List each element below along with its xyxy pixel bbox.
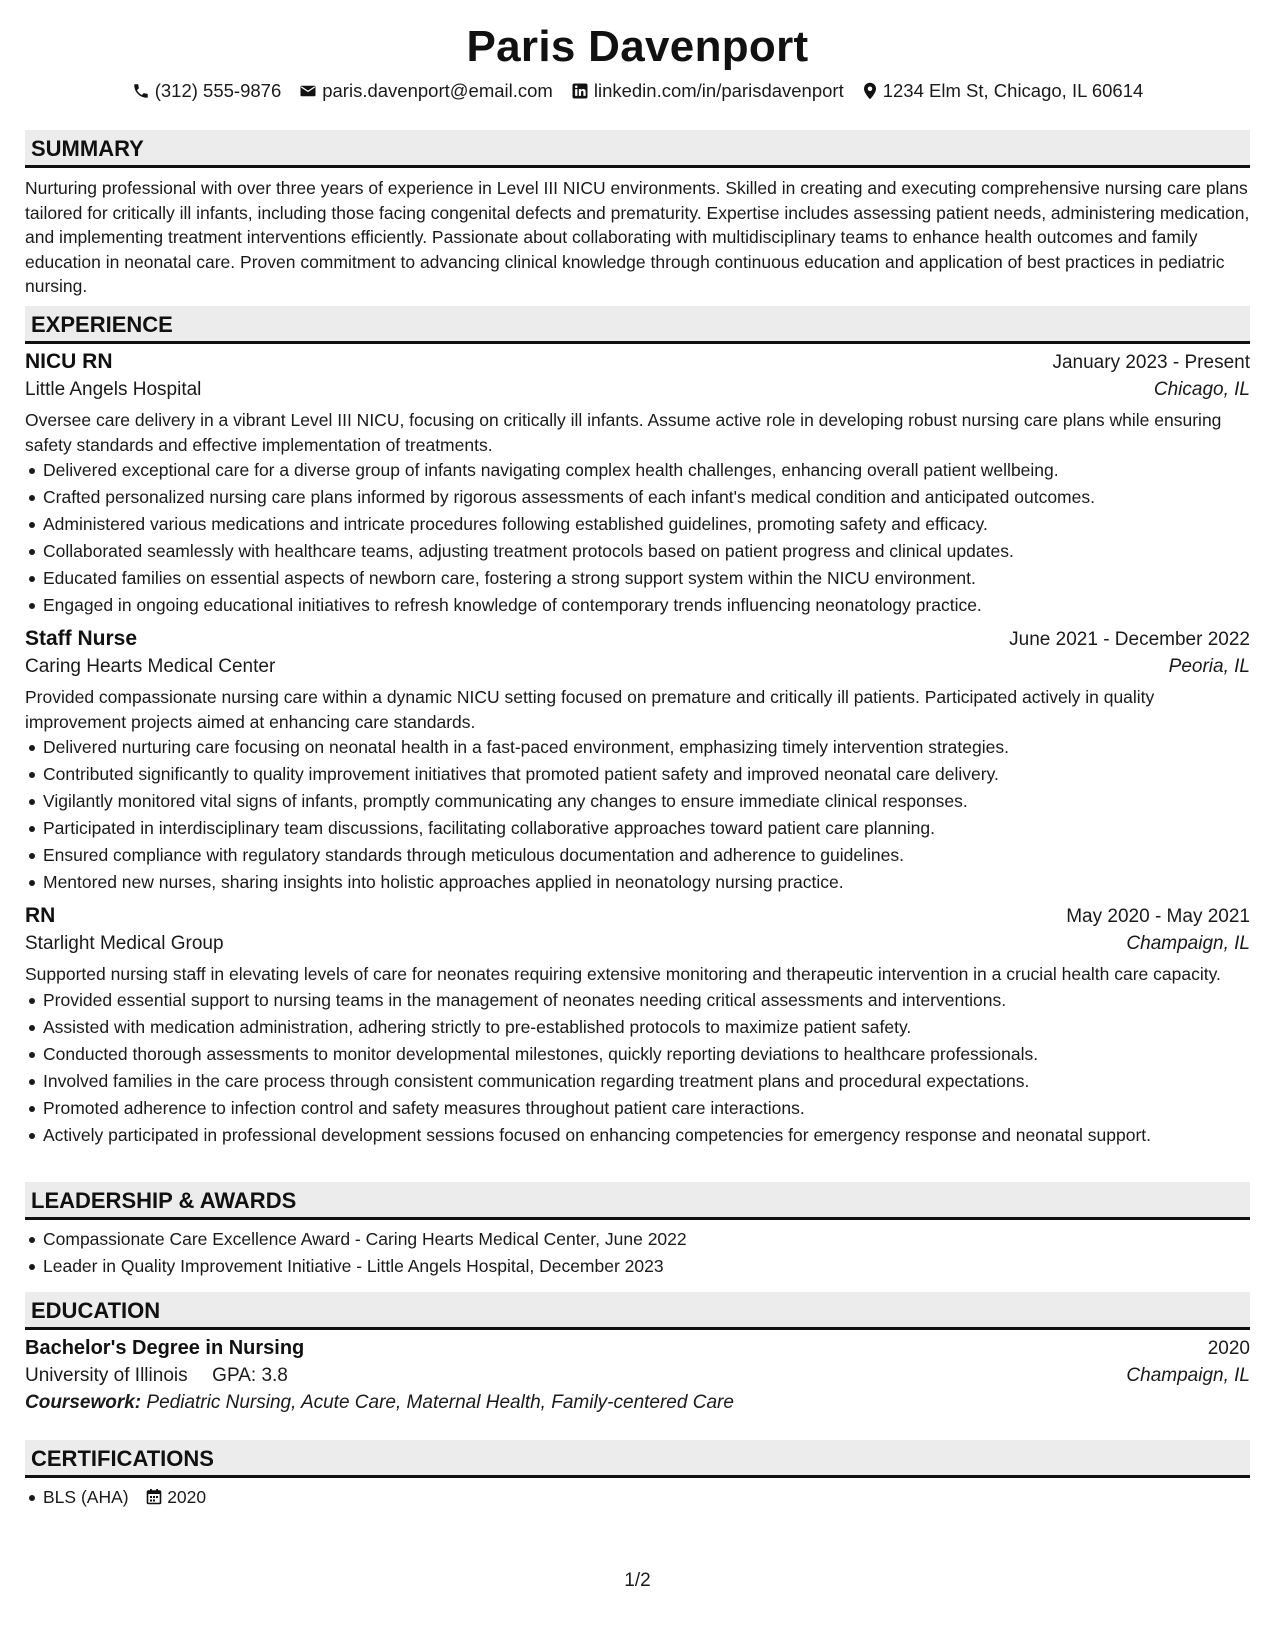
- education-subheader: [25, 1365, 1250, 1387]
- contact-phone[interactable]: [132, 80, 282, 102]
- certifications-heading: CERTIFICATIONS: [25, 1440, 1250, 1478]
- job-dates: January 2023 - Present: [1052, 352, 1250, 373]
- contact-email[interactable]: [299, 80, 553, 102]
- linkedin-text: linkedin.com/in/parisdavenport: [593, 80, 844, 101]
- job-location: Peoria, IL: [1168, 656, 1250, 677]
- job-summary: Supported nursing staff in elevating levels of care for neonates requiring extensive monitoring and therapeutic intervention in a crucial health care capacity.: [25, 964, 1221, 984]
- list-item: [25, 1484, 1250, 1513]
- certification-year: 2020: [167, 1487, 207, 1507]
- leadership-heading: LEADERSHIP & AWARDS: [25, 1182, 1250, 1220]
- list-item: Promoted adherence to infection control and safety measures throughout patient care interactions.: [25, 1095, 1250, 1122]
- list-item: Participated in interdisciplinary team discussions, facilitating collaborative approaches toward patient care planning.: [25, 815, 1250, 842]
- education-header: [25, 1337, 1250, 1360]
- list-item: Leader in Quality Improvement Initiative - Little Angels Hospital, December 2023: [25, 1253, 1250, 1280]
- job-subheader: [25, 933, 1250, 955]
- school-name: University of Illinois: [25, 1365, 188, 1386]
- job-header: [25, 627, 1250, 651]
- list-item: Ensured compliance with regulatory standards through meticulous documentation and adherence to guidelines.: [25, 842, 1250, 869]
- school-line: [25, 1365, 288, 1387]
- gpa: GPA: 3.8: [212, 1365, 288, 1386]
- list-item: Assisted with medication administration, adhering strictly to pre-established protocols to maximize patient safety.: [25, 1014, 1250, 1041]
- leadership-section: [25, 1182, 1250, 1280]
- job-dates: May 2020 - May 2021: [1066, 906, 1250, 927]
- coursework-label: Coursework:: [25, 1392, 142, 1413]
- list-item: Vigilantly monitored vital signs of infants, promptly communicating any changes to ensure immediate clinical responses.: [25, 788, 1250, 815]
- job-location: Chicago, IL: [1153, 379, 1250, 400]
- job-title: NICU RN: [25, 350, 113, 373]
- contact-linkedin[interactable]: [571, 80, 844, 102]
- list-item: Collaborated seamlessly with healthcare teams, adjusting treatment protocols based on patient progress and clinical updates.: [25, 538, 1250, 565]
- job-title: RN: [25, 904, 56, 927]
- contact-bar: [0, 80, 1275, 102]
- job-organization: Starlight Medical Group: [25, 933, 224, 954]
- job-title: Staff Nurse: [25, 627, 138, 650]
- job-location: Champaign, IL: [1126, 933, 1250, 954]
- job-summary: Oversee care delivery in a vibrant Level III NICU, focusing on critically ill infants. Assume active role in developing robust nursing care plans while ensuring safety standards and effective implementation of treatments.: [25, 410, 1222, 455]
- phone-text: (312) 555-9876: [154, 80, 282, 101]
- candidate-name: Paris Davenport: [466, 22, 809, 71]
- experience-heading: EXPERIENCE: [25, 306, 1250, 344]
- list-item: Crafted personalized nursing care plans informed by rigorous assessments of each infant's medical condition and anticipated outcomes.: [25, 484, 1250, 511]
- email-text: paris.davenport@email.com: [322, 80, 553, 101]
- list-item: Educated families on essential aspects of newborn care, fostering a strong support system within the NICU environment.: [25, 565, 1250, 592]
- list-item: Administered various medications and intricate procedures following established guidelines, promoting safety and efficacy.: [25, 511, 1250, 538]
- leadership-list: [25, 1226, 1250, 1280]
- page-number: 1/2: [624, 1570, 651, 1591]
- certification-name: BLS (AHA): [43, 1487, 129, 1507]
- job-entry: [25, 350, 1250, 619]
- list-item: Delivered exceptional care for a diverse group of infants navigating complex health challenges, enhancing overall patient wellbeing.: [25, 457, 1250, 484]
- phone-icon: [132, 82, 150, 100]
- education-heading: EDUCATION: [25, 1292, 1250, 1330]
- certifications-section: [25, 1440, 1250, 1513]
- map-pin-icon: [862, 82, 878, 100]
- job-header: [25, 904, 1250, 928]
- list-item: Engaged in ongoing educational initiatives to refresh knowledge of contemporary trends influencing neonatology practice.: [25, 592, 1250, 619]
- list-item: Delivered nurturing care focusing on neonatal health in a fast-paced environment, emphasizing timely intervention strategies.: [25, 734, 1250, 761]
- list-item: Conducted thorough assessments to monitor developmental milestones, quickly reporting deviations to healthcare professionals.: [25, 1041, 1250, 1068]
- list-item: Compassionate Care Excellence Award - Caring Hearts Medical Center, June 2022: [25, 1226, 1250, 1253]
- education-section: [25, 1292, 1250, 1414]
- education-location: Champaign, IL: [1126, 1365, 1250, 1386]
- job-organization: Little Angels Hospital: [25, 379, 202, 400]
- job-entry: [25, 904, 1250, 1149]
- linkedin-icon: [571, 82, 589, 100]
- job-organization: Caring Hearts Medical Center: [25, 656, 276, 677]
- calendar-icon: [146, 1486, 162, 1513]
- summary-text: Nurturing professional with over three years of experience in Level III NICU environments. Skilled in creating and executing comprehensive nursing care plans tailored for critically ill infants, including those facing congenital defects and prematurity. Expertise includes assessing patient needs, administering medication, and implementing treatment interventions efficiently. Passionate about collaborating with multidisciplinary teams to enhance health outcomes and family education in neonatal care. Proven commitment to advancing clinical knowledge through continuous education and application of best practices in pediatric nursing.: [25, 178, 1250, 296]
- job-subheader: [25, 379, 1250, 401]
- list-item: Actively participated in professional development sessions focused on enhancing competencies for emergency response and neonatal support.: [25, 1122, 1250, 1149]
- list-item: Mentored new nurses, sharing insights into holistic approaches applied in neonatology nursing practice.: [25, 869, 1250, 896]
- summary-heading: SUMMARY: [25, 130, 1250, 168]
- envelope-icon: [299, 82, 317, 100]
- degree-title: Bachelor's Degree in Nursing: [25, 1337, 305, 1359]
- job-bullets: [25, 987, 1250, 1149]
- certifications-list: [25, 1484, 1250, 1513]
- experience-section: [25, 306, 1250, 1149]
- job-bullets: [25, 734, 1250, 896]
- list-item: Involved families in the care process through consistent communication regarding treatment plans and procedural expectations.: [25, 1068, 1250, 1095]
- list-item: Contributed significantly to quality improvement initiatives that promoted patient safety and improved neonatal care delivery.: [25, 761, 1250, 788]
- job-entry: [25, 627, 1250, 896]
- job-summary: Provided compassionate nursing care within a dynamic NICU setting focused on premature and critically ill patients. Participated actively in quality improvement projects aimed at enhancing care standards.: [25, 687, 1155, 732]
- job-dates: June 2021 - December 2022: [1009, 629, 1250, 650]
- coursework-line: [25, 1392, 1250, 1414]
- education-year: 2020: [1207, 1338, 1250, 1359]
- address-text: 1234 Elm St, Chicago, IL 60614: [882, 80, 1144, 101]
- contact-address: [862, 80, 1144, 102]
- list-item: Provided essential support to nursing teams in the management of neonates needing critical assessments and interventions.: [25, 987, 1250, 1014]
- job-header: [25, 350, 1250, 374]
- summary-section: [25, 130, 1250, 299]
- job-bullets: [25, 457, 1250, 619]
- coursework-list: Pediatric Nursing, Acute Care, Maternal Health, Family-centered Care: [146, 1392, 734, 1413]
- job-subheader: [25, 656, 1250, 678]
